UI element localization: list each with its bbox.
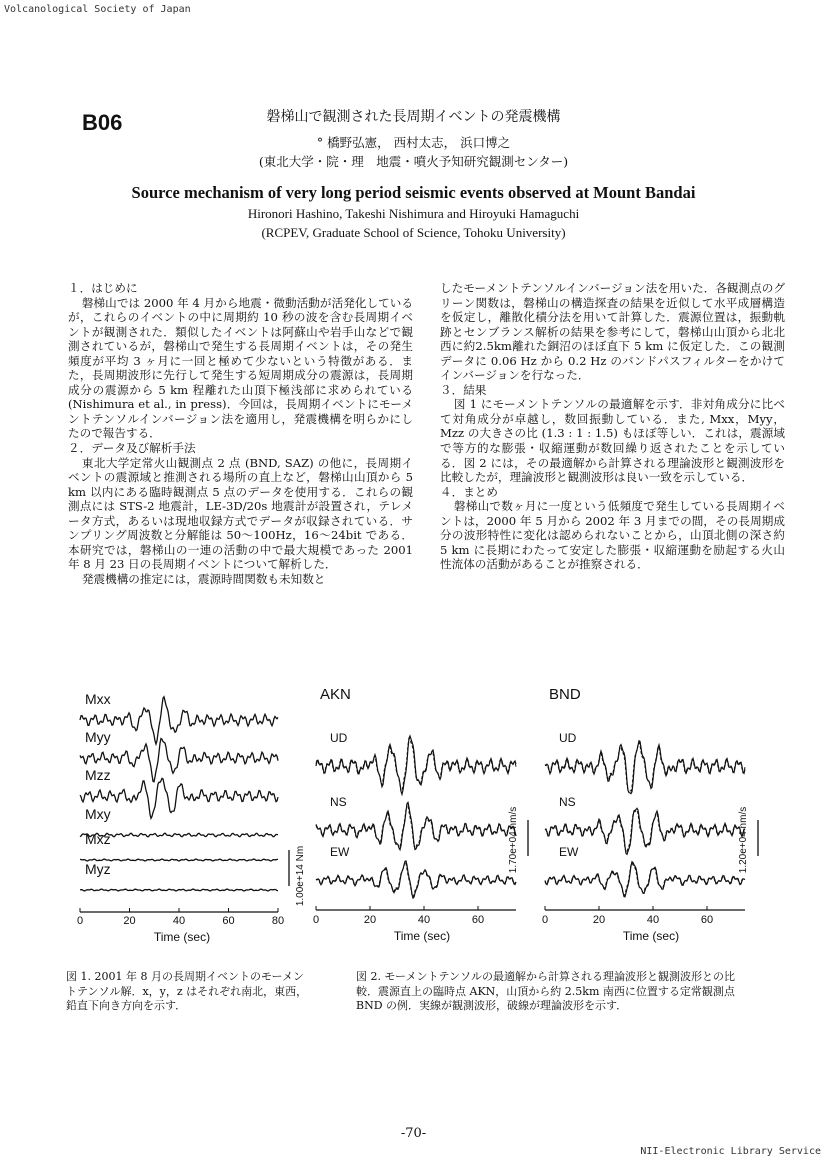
- synthetic-waveform-akn-ud: [316, 738, 516, 791]
- observed-waveform-akn-ns: [316, 802, 516, 849]
- figure-2-x-label-akn: Time (sec): [393, 929, 451, 943]
- section-3-heading: ３．結果: [440, 382, 487, 397]
- figure-2-scale-label-bnd: 1.20e+04 nm/s: [738, 806, 749, 874]
- component-label-akn-ud: UD: [330, 731, 348, 745]
- section-2-text-cont: 発震機構の推定には，震源時間関数も未知数と: [81, 571, 326, 586]
- figure-2-title-akn: AKN: [320, 686, 351, 703]
- figure-1-tick-label: 40: [172, 915, 186, 927]
- observed-waveform-bnd-ew: [545, 862, 745, 897]
- figure-2-tick-label-akn: 60: [471, 914, 485, 926]
- figure-2-tick-label-akn: 0: [312, 914, 320, 926]
- figure-2: [313, 686, 758, 943]
- figure-1-x-label: Time (sec): [153, 930, 211, 944]
- figure-2-tick-label-akn: 20: [363, 914, 377, 926]
- trace-label-mxy: Mxy: [85, 806, 111, 822]
- figure-2-x-label-bnd: Time (sec): [622, 929, 680, 943]
- page-number: -70-: [400, 1126, 427, 1141]
- figure-1-tick-label: 0: [76, 915, 84, 927]
- section-1-heading: １．はじめに: [68, 281, 138, 295]
- figure-1-text: 2001 年 8 月の長周期イベントのモーメントテンソル解．x，y，z はそれぞれ南北，東西，鉛直下向き方向を示す．: [66, 970, 308, 1012]
- figure-2-scale-label-akn: 1.70e+04 nm/s: [508, 806, 519, 874]
- affiliation-jp: (東北大学・院・理 地震・噴火予知研究観測センター): [258, 154, 569, 169]
- synthetic-waveform-bnd-ud: [545, 742, 745, 791]
- figure-1-tick-label: 20: [123, 915, 136, 927]
- section-2-heading: ２．データ及び解析手法: [68, 441, 196, 456]
- figure-2-tick-label-akn: 40: [417, 914, 431, 926]
- section-1-text: 磐梯山では 2000 年 4 月から地震・微動活動が活発化しているが，これらのイベントの中に周期約 10 秒の波を含む長周期イベントが観測された．類似したイベントは阿蘇山や岩手山などで観測されているが，磐梯山で発生する長周期イベントは，その発生頻度が平均 3 ヶ月に一回と極めて少ないという特徴がある．また，長周期波形に先行して発生する短周期成分の震源は，長周期成分の震源から 5 km 程離れた山頂下極浅部に求められている (Nishimura et al., in press)．今回は，長周期イベントにモーメントテンソルインバージョン法を適用し，発震機構を明らかにしたので報告する．: [68, 295, 413, 441]
- figure-1: [77, 691, 306, 944]
- figure-2-caption: [356, 970, 746, 1014]
- figure-2-tick-label-bnd: 0: [541, 914, 549, 926]
- trace-myz: [80, 889, 278, 891]
- component-label-akn-ew: EW: [330, 845, 350, 859]
- synthetic-waveform-akn-ns: [316, 804, 516, 848]
- component-label-bnd-ew: EW: [559, 845, 579, 859]
- section-4-heading: ４．まとめ: [440, 484, 498, 499]
- figure-2-tick-label-bnd: 60: [700, 914, 714, 926]
- component-label-bnd-ud: UD: [559, 731, 577, 745]
- left-column: [68, 281, 413, 586]
- figure-2-text: モーメントテンソルの最適解から計算される理論波形と観測波形との比較．震源直上の臨時点 AKN，山頂から約 2.5km 南西に位置する定常観測点 BND の例．実線が観測波形，破線が理論波形を示す．: [356, 970, 735, 1012]
- figure-2-tick-label-bnd: 40: [646, 914, 660, 926]
- library-service: NII-Electronic Library Service: [640, 1146, 821, 1157]
- section-2-text: 東北大学定常火山観測点 2 点 (BND, SAZ) の他に，長周期イベントの震源域と推測される場所の直上など，磐梯山山頂から 5 km 以内にある臨時観測点 5 点のデータを使用する．これらの観測点には STS-2 地震計，LE-3D/20s 地震計が設置され，テレメータ方式，あるいは現地収録方式でデータが収録されている．サンプリング周波数と分解能は 50～100Hz，16～24bit である．本研究では，磐梯山の一連の活動の中で最大規模であった 2001 年 8 月 23 日の長周期イベントについて解析した．: [68, 455, 413, 572]
- paper-code: B06: [82, 110, 123, 135]
- figure-1-label: 図 1.: [66, 970, 91, 983]
- trace-label-mxx: Mxx: [85, 691, 111, 707]
- figure-1-scale-label: 1.00e+14 Nm: [295, 845, 306, 907]
- trace-label-myz: Myz: [85, 861, 111, 877]
- section-3-text: 図 1 にモーメントテンソルの最適解を示す．非対角成分に比べて対角成分が卓越し，数回振動している．また, Mxx，Myy，Mzz の大きさの比 (1.3 : 1 : 1.5) もほぼ等しい．これは，震源域で等方的な膨張・収縮運動が数回繰り返されたことを示している．図 2 には，その最適解から計算される理論波形と観測波形を比較したが，理論波形と観測波形は良い一致を示している．: [440, 397, 785, 485]
- component-label-bnd-ns: NS: [559, 795, 576, 809]
- right-column: [440, 281, 785, 572]
- component-label-akn-ns: NS: [330, 795, 347, 809]
- trace-label-mzz: Mzz: [85, 767, 111, 783]
- society-header: Volcanological Society of Japan: [4, 4, 191, 15]
- title-en: Source mechanism of very long period seismic events observed at Mount Bandai: [131, 183, 696, 202]
- section-4-text: 磐梯山で数ヶ月に一度という低頻度で発生している長周期イベントは，2000 年 5 月から 2002 年 3 月までの間，その長周期成分の波形特性に変化は認められないことから，山頂北側の深さ約 5 km に長期にわたって安定した膨張・収縮運動を励起する火山性流体の活動があることが推察される．: [440, 499, 785, 572]
- figure-2-title-bnd: BND: [549, 686, 581, 703]
- figures: [0, 680, 827, 950]
- affiliation-en: (RCPEV, Graduate School of Science, Tohoku University): [261, 225, 566, 240]
- title-jp: 磐梯山で観測された長周期イベントの発震機構: [266, 109, 561, 125]
- figure-2-tick-label-bnd: 20: [592, 914, 606, 926]
- trace-label-myy: Myy: [85, 729, 111, 745]
- authors-jp: ° 橋野弘憲， 西村太志， 浜口博之: [316, 135, 511, 150]
- figure-1-tick-label: 60: [222, 915, 235, 927]
- figure-1-tick-label: 80: [271, 915, 285, 927]
- section-2-text-right: したモーメントテンソルインバージョン法を用いた．各観測点のグリーン関数は，磐梯山の構造探査の結果を近似して水平成層構造を仮定し，離散化積分法を用いて計算した．震源位置は，振動軌跡とセンブランス解析の結果を参考にして，磐梯山山頂から北北西に約2.5km離れた銅沼のほぼ直下 5 km に仮定した．この観測データに 0.06 Hz から 0.2 Hz のバンドパスフィルターをかけてインバージョンを行なった．: [440, 281, 785, 383]
- authors-en: Hironori Hashino, Takeshi Nishimura and Hiroyuki Hamaguchi: [247, 206, 580, 221]
- figure-2-label: 図 2.: [356, 970, 381, 983]
- trace-label-mxz: Mxz: [85, 831, 111, 847]
- figure-1-caption: [66, 970, 311, 1014]
